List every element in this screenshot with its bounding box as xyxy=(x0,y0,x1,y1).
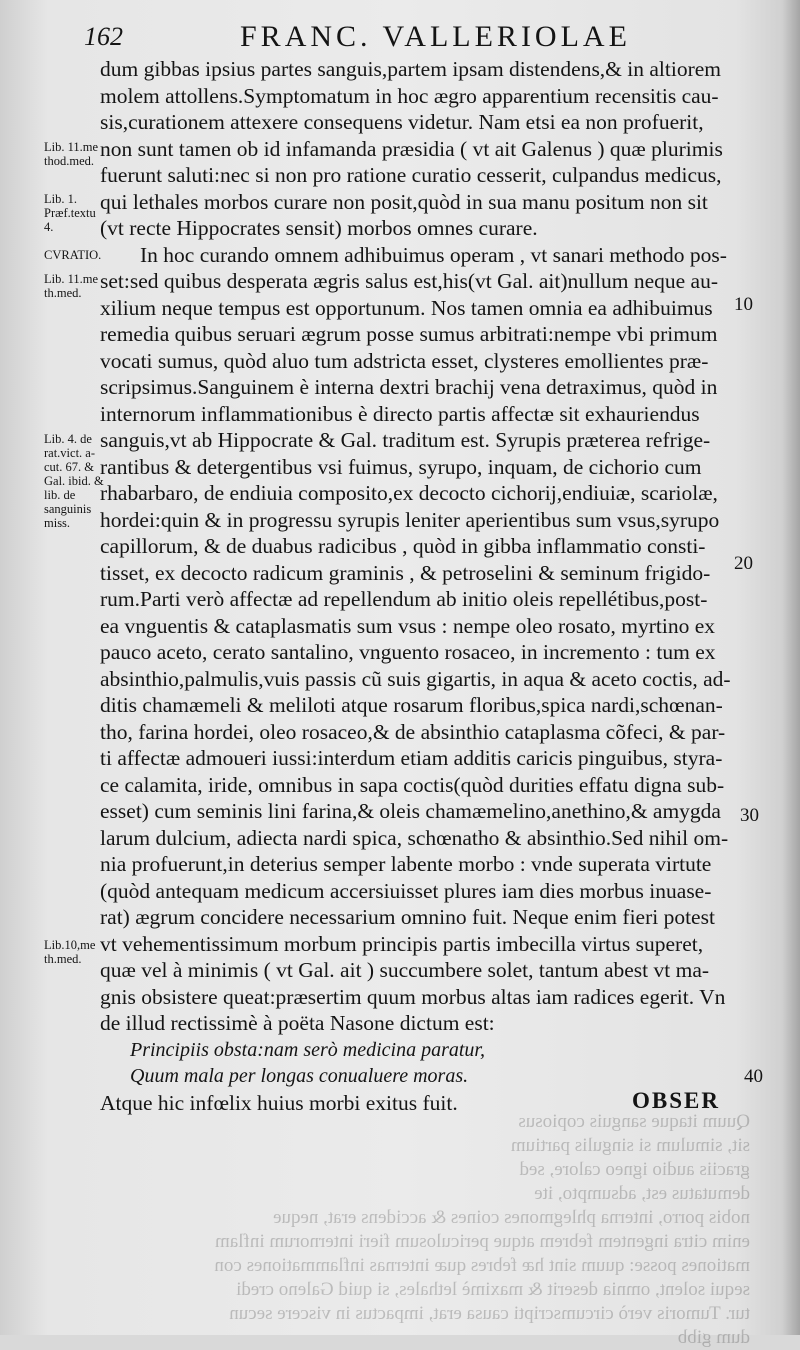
verse-line: Quum mala per longas conualuere moras. xyxy=(130,1065,469,1087)
running-head: FRANC. VALLERIOLAE xyxy=(240,20,631,53)
page-number: 162 xyxy=(84,22,123,51)
margin-note: Lib. 11.me th.med. xyxy=(44,272,99,300)
text-line: scripsimus.Sanguinem è interna dextri brachij vena detraximus, quòd in xyxy=(100,375,718,399)
bleed-line: demutatus est, adsumpto, ite xyxy=(534,1183,750,1204)
text-line: nia profuerunt,in deterius semper labente morbo : vnde superata virtute xyxy=(100,852,712,876)
text-line: esset) cum seminis lini farina,& oleis chamæmelino,anethino,& amygda xyxy=(100,799,721,823)
text-line: rhabarbaro, de endiuia composito,ex decocto cichorij,endiuiæ, scariolæ, xyxy=(100,481,718,505)
bleed-line: dum gibb xyxy=(677,1327,750,1348)
bleed-line: sequi solent, omnia deserit & maximè lethales, si quid Galeno credi xyxy=(236,1279,750,1300)
line-number: 30 xyxy=(740,805,759,826)
text-line: tisset, ex decocto radicum graminis , & petroselini & seminum frigido- xyxy=(100,560,711,585)
text-line: remedia quibus seruari ægrum posse sumus arbitrati:nempe vbi primum xyxy=(100,322,718,346)
text-line: sanguis,vt ab Hippocrate & Gal. traditum est. Syrupis præterea refrige- xyxy=(100,428,711,452)
text-line: ti affectæ admoueri iussi:interdum etiam additis caricis pinguibus, styra- xyxy=(100,746,723,770)
text-line: set:sed quibus desperata ægris salus est,his(vt Gal. ait)nullum neque au- xyxy=(100,269,718,293)
text-line: dum gibbas ipsius partes sanguis,partem ipsam distendens,& in altiorem xyxy=(100,57,722,81)
text-line: ea vnguentis & cataplasmatis sum vsus : nempe oleo rosato, myrtino ex xyxy=(100,613,716,638)
text-line: gnis obsistere queat:præsertim quum morbus altas iam radices egerit. Vn xyxy=(100,984,726,1009)
bleed-line: tur. Tumoris verò circumscripti causa erat, impactus in viscere secun xyxy=(229,1303,750,1324)
text-line: quæ vel à minimis ( vt Gal. ait ) succumbere solet, tantum abest vt ma- xyxy=(100,958,710,982)
bleed-line: Quum itaque sanguis copiosus xyxy=(518,1111,750,1132)
main-text xyxy=(100,56,750,1116)
bleed-line: enim citra ingentem febrem atque periculosum fieri internorum inflam xyxy=(215,1231,750,1252)
text-line: de illud rectissimè à poëta Nasone dictum est: xyxy=(100,1011,495,1035)
text-line: tho, farina hordei, oleo rosaceo,& de absinthio cataplasma cõfeci, & par- xyxy=(100,719,726,744)
closing-line: Atque hic infœlix huius morbi exitus fuit. xyxy=(100,1090,458,1115)
line-number: 20 xyxy=(734,553,753,574)
margin-note: CVRATIO. xyxy=(44,248,102,262)
text-line: hordei:quin & in progressu syrupis leniter aperientibus sum vsus,syrupo xyxy=(100,507,720,532)
bleed-line: sit, simulum si singulis partium xyxy=(510,1135,750,1156)
verse-line: Principiis obsta:nam serò medicina paratur, xyxy=(130,1038,485,1061)
text-line: vt vehementissimum morbum principis partis imbecilla virtus superet, xyxy=(100,931,704,956)
text-line: sis,curationem attexere consequens videtur. Nam etsi ea non profuerit, xyxy=(100,110,704,134)
line-number: 10 xyxy=(734,294,753,315)
text-line: capillorum, & de duabus radicibus , quòd in gibba inflammatio consti- xyxy=(100,534,706,558)
bleed-through-text xyxy=(110,1110,750,1350)
text-line: In hoc curando omnem adhibuimus operam , vt sanari methodo pos- xyxy=(140,242,727,267)
text-line: (vt recte Hippocrates sensit) morbos omnes curare. xyxy=(100,216,538,240)
text-line: rantibus & detergentibus vsi fuimus, syrupo, inquam, de cichorio cum xyxy=(100,454,702,479)
margin-note: Lib. 4. de rat.vict. a-cut. 67. & Gal. ibid. & lib. de sanguinis miss. xyxy=(44,432,104,530)
page-edge-shadow xyxy=(782,0,800,1335)
text-line: molem attollens.Symptomatum in hoc ægro apparentium recensitis cau- xyxy=(100,83,719,108)
margin-note: Lib. 11.me thod.med. xyxy=(44,140,99,168)
margin-note: Lib. 1. Præf.textu 4. xyxy=(44,192,96,234)
bleed-line: nobis porro, interna phlegmones coines & accidens erat, neque xyxy=(273,1207,750,1228)
text-line: non sunt tamen ob id infamanda præsidia ( vt ait Galenus ) quæ plurimis xyxy=(100,136,723,161)
text-line: qui lethales morbos curare non posit,quòd in sua manu positum non sit xyxy=(100,189,708,214)
text-line: larum dulcium, adiecta nardi spica, schœnatho & absinthio.Sed nihil om- xyxy=(100,825,729,850)
text-line: xilium neque tempus est opportunum. Nos tamen omnia ea adhibuimus xyxy=(100,295,713,320)
catchword: OBSER xyxy=(632,1088,720,1113)
text-line: rum.Parti verò affectæ ad repellendum ab initio oleis repellétibus,post- xyxy=(100,587,708,611)
text-line: ditis chamæmeli & meliloti atque rosarum floribus,spica nardi,schœnan- xyxy=(100,693,723,717)
text-line: ce calamita, iride, omnibus in sapa coctis(quòd durities effatu digna sub- xyxy=(100,772,725,797)
text-line: absinthio,palmulis,vuis passis cũ suis gigartis, in aqua & aceto coctis, ad- xyxy=(100,666,731,691)
text-line: rat) ægrum concidere necessarium omnino fuit. Neque enim fieri potest xyxy=(100,905,715,929)
line-number: 40 xyxy=(744,1066,763,1087)
text-line: pauco aceto, cerato santalino, vnguento rosaceo, in incremento : tum ex xyxy=(100,640,716,664)
margin-note: Lib.10,me th.med. xyxy=(44,938,96,966)
text-line: vocati sumus, quòd aluo tum adstricta esset, clysteres emollientes præ- xyxy=(100,348,709,373)
bleed-line: mationes posse: quum sint hæ febres quæ internas inflammationes con xyxy=(214,1255,750,1276)
text-line: (quòd antequam medicum accersiuisset plures iam dies morbus inuase- xyxy=(100,878,712,903)
page-header xyxy=(0,18,800,58)
text-line: internorum inflammationibus è directo partis affectæ sit exhauriendus xyxy=(100,401,700,426)
bleed-line: graciis audio igneo calore, sed xyxy=(519,1159,750,1180)
text-line: fuerunt saluti:nec si non pro ratione curatio cesserit, culpandus medicus, xyxy=(100,163,722,187)
